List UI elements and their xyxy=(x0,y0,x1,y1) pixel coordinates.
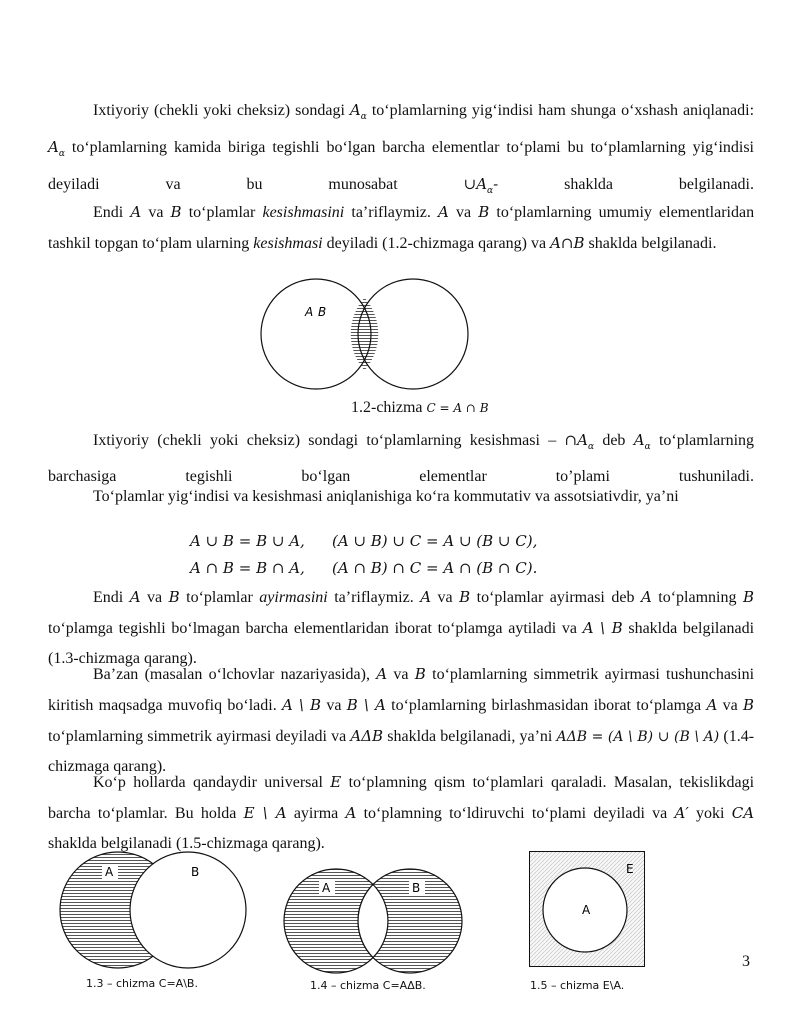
math-ca: CA xyxy=(731,804,755,822)
paragraph-union-definition: Ixtiyoriy (chekli yoki cheksiz) sondagi $A_\alpha$ to‘plamlarning yig‘indisi ham shunga o‘xshash aniqlanadi: $A_\alpha$ to‘plamlarning kamida biriga tegishli bo‘lgan barcha elementlar to‘plami bu to‘plamlarning yig‘indisi deyiladi va bu munosabat $\cup A_\alpha-$ shaklda belgilanadi. xyxy=(48,101,755,196)
paragraph-commutative: To‘plamlar yig‘indisi va kesishmasi aniqlanishiga ko‘ra kommutativ va assotsiativdir, ya’ni xyxy=(93,488,679,505)
formula-intersection-commutative: A ∩ B = B ∩ A, xyxy=(190,559,305,577)
formula-union-associative: (A ∪ B) ∪ C = A ∪ (B ∪ C), xyxy=(332,532,538,550)
caption-1-5: 1.5 – chizma E\A. xyxy=(530,979,625,992)
caption-1-2: 1.2-chizma C = A ∩ B xyxy=(351,399,489,416)
formula-union-commutative: A ∪ B = B ∪ A, xyxy=(190,532,305,550)
math-a-cap-b: A∩B xyxy=(550,234,585,252)
math-a-minus-b: A \ B xyxy=(582,619,623,637)
math-a: A xyxy=(130,203,142,221)
math-cap-a-alpha: $\cap A_\alpha$ xyxy=(564,431,595,452)
label-a: A xyxy=(305,305,314,319)
figure-1-4-symmetric-difference xyxy=(282,868,472,978)
term-ayirmasini: ayirmasini xyxy=(259,589,328,606)
math-e-minus-a: E \ A xyxy=(243,804,287,822)
circle-b xyxy=(130,852,246,968)
paragraph-intersection-definition: Endi A va B to‘plamlar kesishmasini ta’riflaymiz. A va B to‘plamlarning umumiy elementlaridan tashkil topgan to‘plam ularning kesishmasi deyiladi (1.2-chizmaga qarang) va A∩B shaklda belgilanadi. xyxy=(48,203,755,252)
page-number: 3 xyxy=(742,953,750,970)
label-a: A xyxy=(582,903,591,917)
label-e: E xyxy=(626,862,634,876)
math-symmetric-difference-formula: AΔB = (A \ B) ∪ (B \ A) xyxy=(556,729,720,745)
math-a-delta-b: AΔB xyxy=(350,727,384,745)
label-a: A xyxy=(105,865,114,879)
figure-1-5-complement xyxy=(529,851,649,971)
label-b: B xyxy=(412,881,421,895)
paragraph-difference: Endi A va B to‘plamlar ayirmasini ta’riflaymiz. A va B to‘plamlar ayirmasi deb A to‘plamning B to‘plamga tegishli bo‘lmagan barcha elementlaridan iborat to‘plamga aytiladi va A \ B shaklda belgilanadi (1.3-chizmaga qarang). xyxy=(48,588,755,667)
term-kesishmasini: kesishmasini xyxy=(262,204,345,221)
figure-1-2-intersection xyxy=(260,280,460,392)
paragraph-symmetric-difference: Ba’zan (masalan o‘lchovlar nazariyasida), A va B to‘plamlarning simmetrik ayirmasi tushunchasini kiritish maqsadga muvofiq bo‘ladi. A \ B va B \ A to‘plamlarning birlashmasidan iborat to‘plamga A va B to‘plamlarning simmetrik ayirmasi deyiladi va AΔB shaklda belgilanadi, ya’ni AΔB = (A \ B) ∪ (B \ A) (1.4-chizmaga qarang). xyxy=(48,665,755,775)
math-union-a-alpha: $\cup A_\alpha-$ xyxy=(463,175,499,196)
formula-intersection-associative: (A ∩ B) ∩ C = A ∩ (B ∩ C). xyxy=(332,559,538,577)
figure-1-3-difference xyxy=(60,850,250,970)
paragraph-intersection-general: Ixtiyoriy (chekli yoki cheksiz) sondagi to‘plamlarning kesishmasi – $\cap A_\alpha$ deb $A_\alpha$ to‘plamlarning barchasiga tegishli bo‘lgan elementlar to’plami tushuniladi. xyxy=(48,431,755,485)
term-kesishmasi: kesishmasi xyxy=(253,235,323,252)
math-a-alpha: $A_\alpha$ xyxy=(633,431,651,452)
paragraph-complement: Ko‘p hollarda qandaydir universal E to‘plamning qism to‘plamlari qaraladi. Masalan, tekislikdagi barcha to‘plamlar. Bu holda E \ A ayirma A to‘plamning to‘ldiruvchi to‘plami deyiladi va A′ yoki CA shaklda belgilanadi (1.5-chizmaga qarang). xyxy=(48,773,755,852)
label-a: A xyxy=(322,881,331,895)
caption-1-4: 1.4 – chizma C=AΔB. xyxy=(310,979,426,992)
label-b: B xyxy=(191,865,200,879)
math-a-alpha: $A_\alpha$ xyxy=(48,138,65,159)
math-a-prime: A′ xyxy=(674,804,689,822)
math-b: B xyxy=(170,203,182,221)
label-b: B xyxy=(318,305,327,319)
caption-1-3: 1.3 – chizma C=A\B. xyxy=(86,977,198,990)
math-a-alpha: $A_\alpha$ xyxy=(349,101,367,122)
